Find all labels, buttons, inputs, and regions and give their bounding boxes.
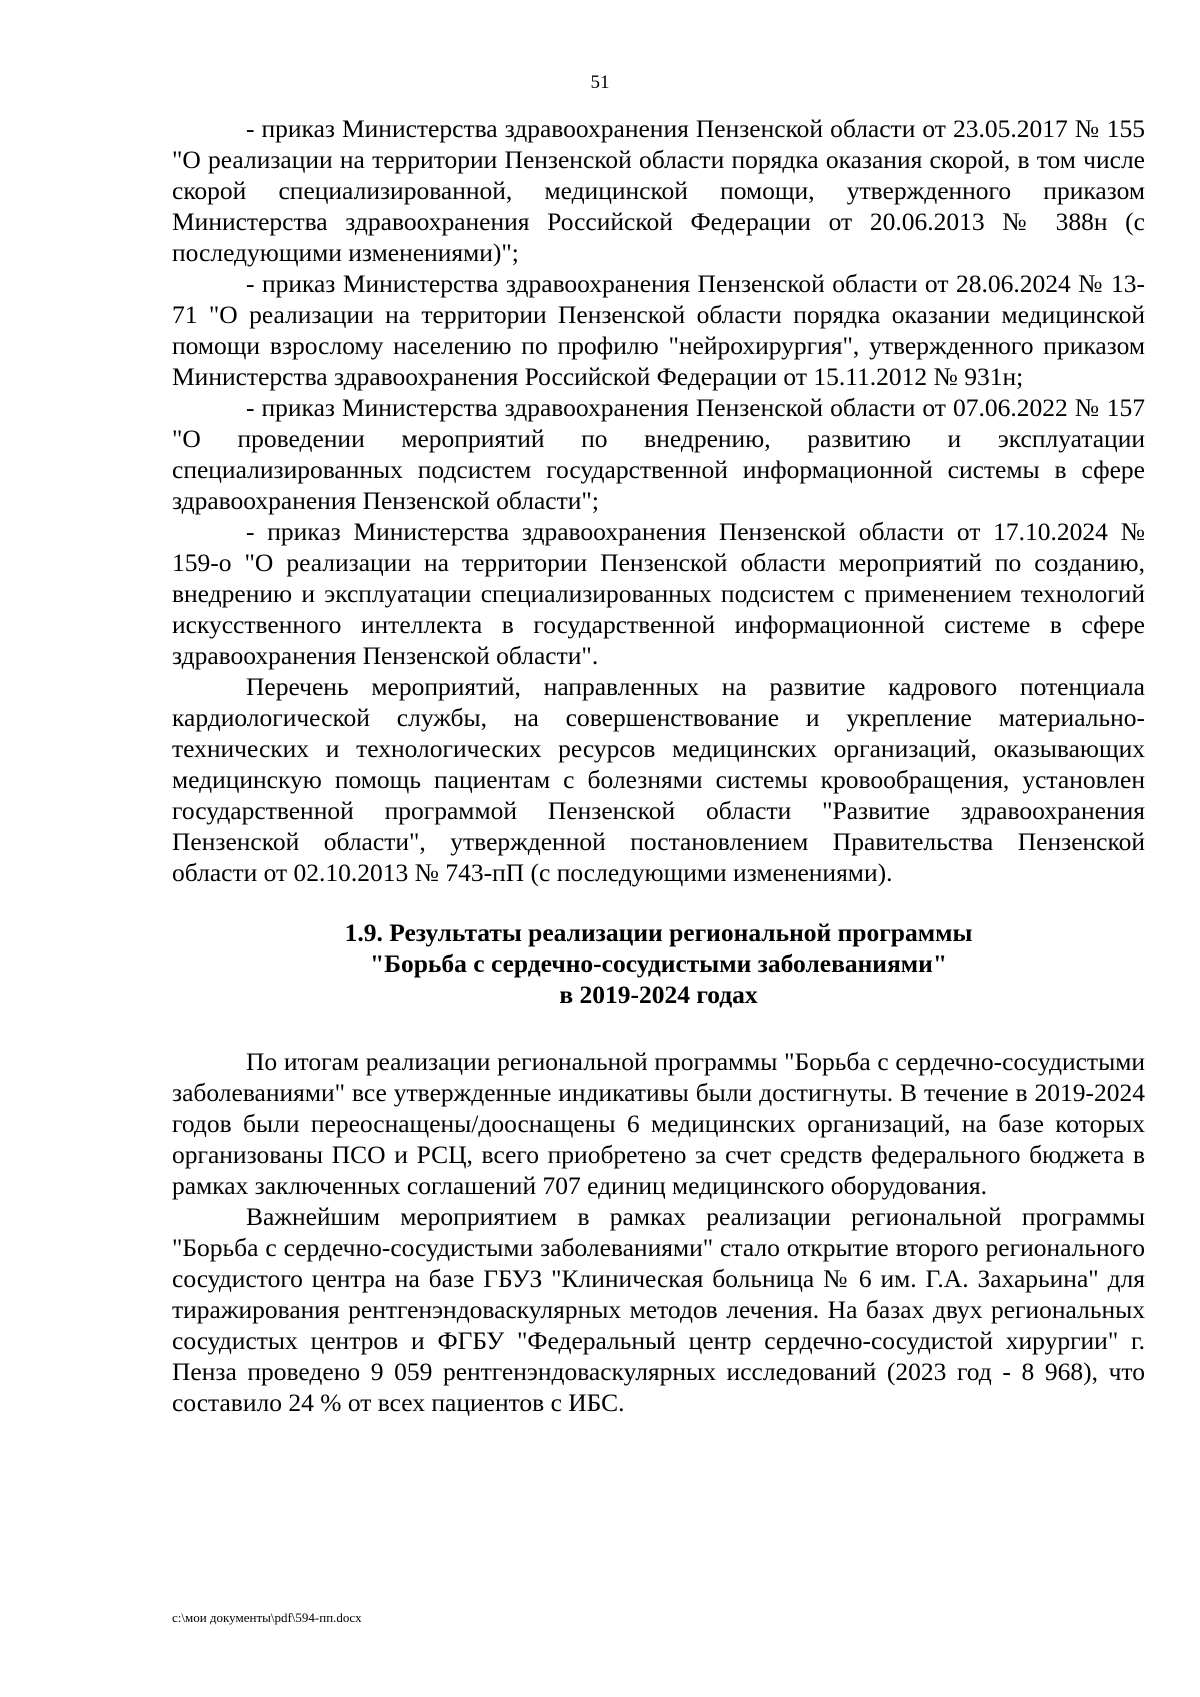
- paragraph-results: По итогам реализации региональной программы "Борьба с сердечно-сосудистыми заболеваниями" все утвержденные индикативы были достигнуты. В течение в 2019-2024 годов были переоснащены/дооснащены 6 медицинских организаций, на базе которых организованы ПСО и РСЦ, всего приобретено за счет средств федерального бюджета в рамках заключенных соглашений 707 единиц медицинского оборудования.: [172, 1047, 1145, 1200]
- section-heading-line: 1.9. Результаты реализации региональной программы: [344, 918, 973, 947]
- page-number: 51: [590, 72, 610, 93]
- paragraph-key-measure: Важнейшим мероприятием в рамках реализации региональной программы "Борьба с сердечно-сосудистыми заболеваниями" стало открытие второго регионального сосудистого центра на базе ГБУЗ "Клиническая больница № 6 им. Г.А. Захарьина" для тиражирования рентгенэндоваскулярных методов лечения. На базах двух региональных сосудистых центров и ФГБУ "Федеральный центр сердечно-сосудистой хирургии" г. Пенза проведено 9 059 рентгенэндоваскулярных исследований (2023 год - 8 968), что составило 24 % от всех пациентов с ИБС.: [172, 1202, 1145, 1417]
- paragraph-order-155: - приказ Министерства здравоохранения Пензенской области от 23.05.2017 № 155 "О реализации на территории Пензенской области порядка оказания скорой, в том числе скорой специализированной, медицинской помощи, утвержденного приказом Министерства здравоохранения Российской Федерации от 20.06.2013 № 388н (с последующими изменениями)";: [172, 114, 1145, 267]
- paragraph-order-157: - приказ Министерства здравоохранения Пензенской области от 07.06.2022 № 157 "О проведении мероприятий по внедрению, развитию и эксплуатации специализированных подсистем государственной информационной системы в сфере здравоохранения Пензенской области";: [172, 393, 1145, 515]
- paragraph-order-159-o: - приказ Министерства здравоохранения Пензенской области от 17.10.2024 № 159-о "О реализации на территории Пензенской области мероприятий по созданию, внедрению и эксплуатации специализированных подсистем с применением технологий искусственного интеллекта в государственной информационной системе в сфере здравоохранения Пензенской области".: [172, 517, 1145, 670]
- footer-file-path: c:\мои документы\pdf\594-пп.docx: [172, 1610, 362, 1625]
- paragraph-measures-list: Перечень мероприятий, направленных на развитие кадрового потенциала кардиологической службы, на совершенствование и укрепление материально-технических и технологических ресурсов медицинских организаций, оказывающих медицинскую помощь пациентам с болезнями системы кровообращения, установлен государственной программой Пензенской области "Развитие здравоохранения Пензенской области", утвержденной постановлением Правительства Пензенской области от 02.10.2013 № 743-пП (с последующими изменениями).: [172, 672, 1145, 887]
- spacer: [172, 1010, 1145, 1046]
- section-heading: [172, 917, 1145, 1010]
- paragraph-order-13-71: - приказ Министерства здравоохранения Пензенской области от 28.06.2024 № 13-71 "О реализации на территории Пензенской области порядка оказании медицинской помощи взрослому населению по профилю "нейрохирургия", утвержденного приказом Министерства здравоохранения Российской Федерации от 15.11.2012 № 931н;: [172, 269, 1145, 391]
- section-heading-line: "Борьба с сердечно-сосудистыми заболеваниями": [369, 949, 948, 978]
- document-body: [172, 113, 1145, 1418]
- section-heading-line: в 2019-2024 годах: [559, 980, 758, 1009]
